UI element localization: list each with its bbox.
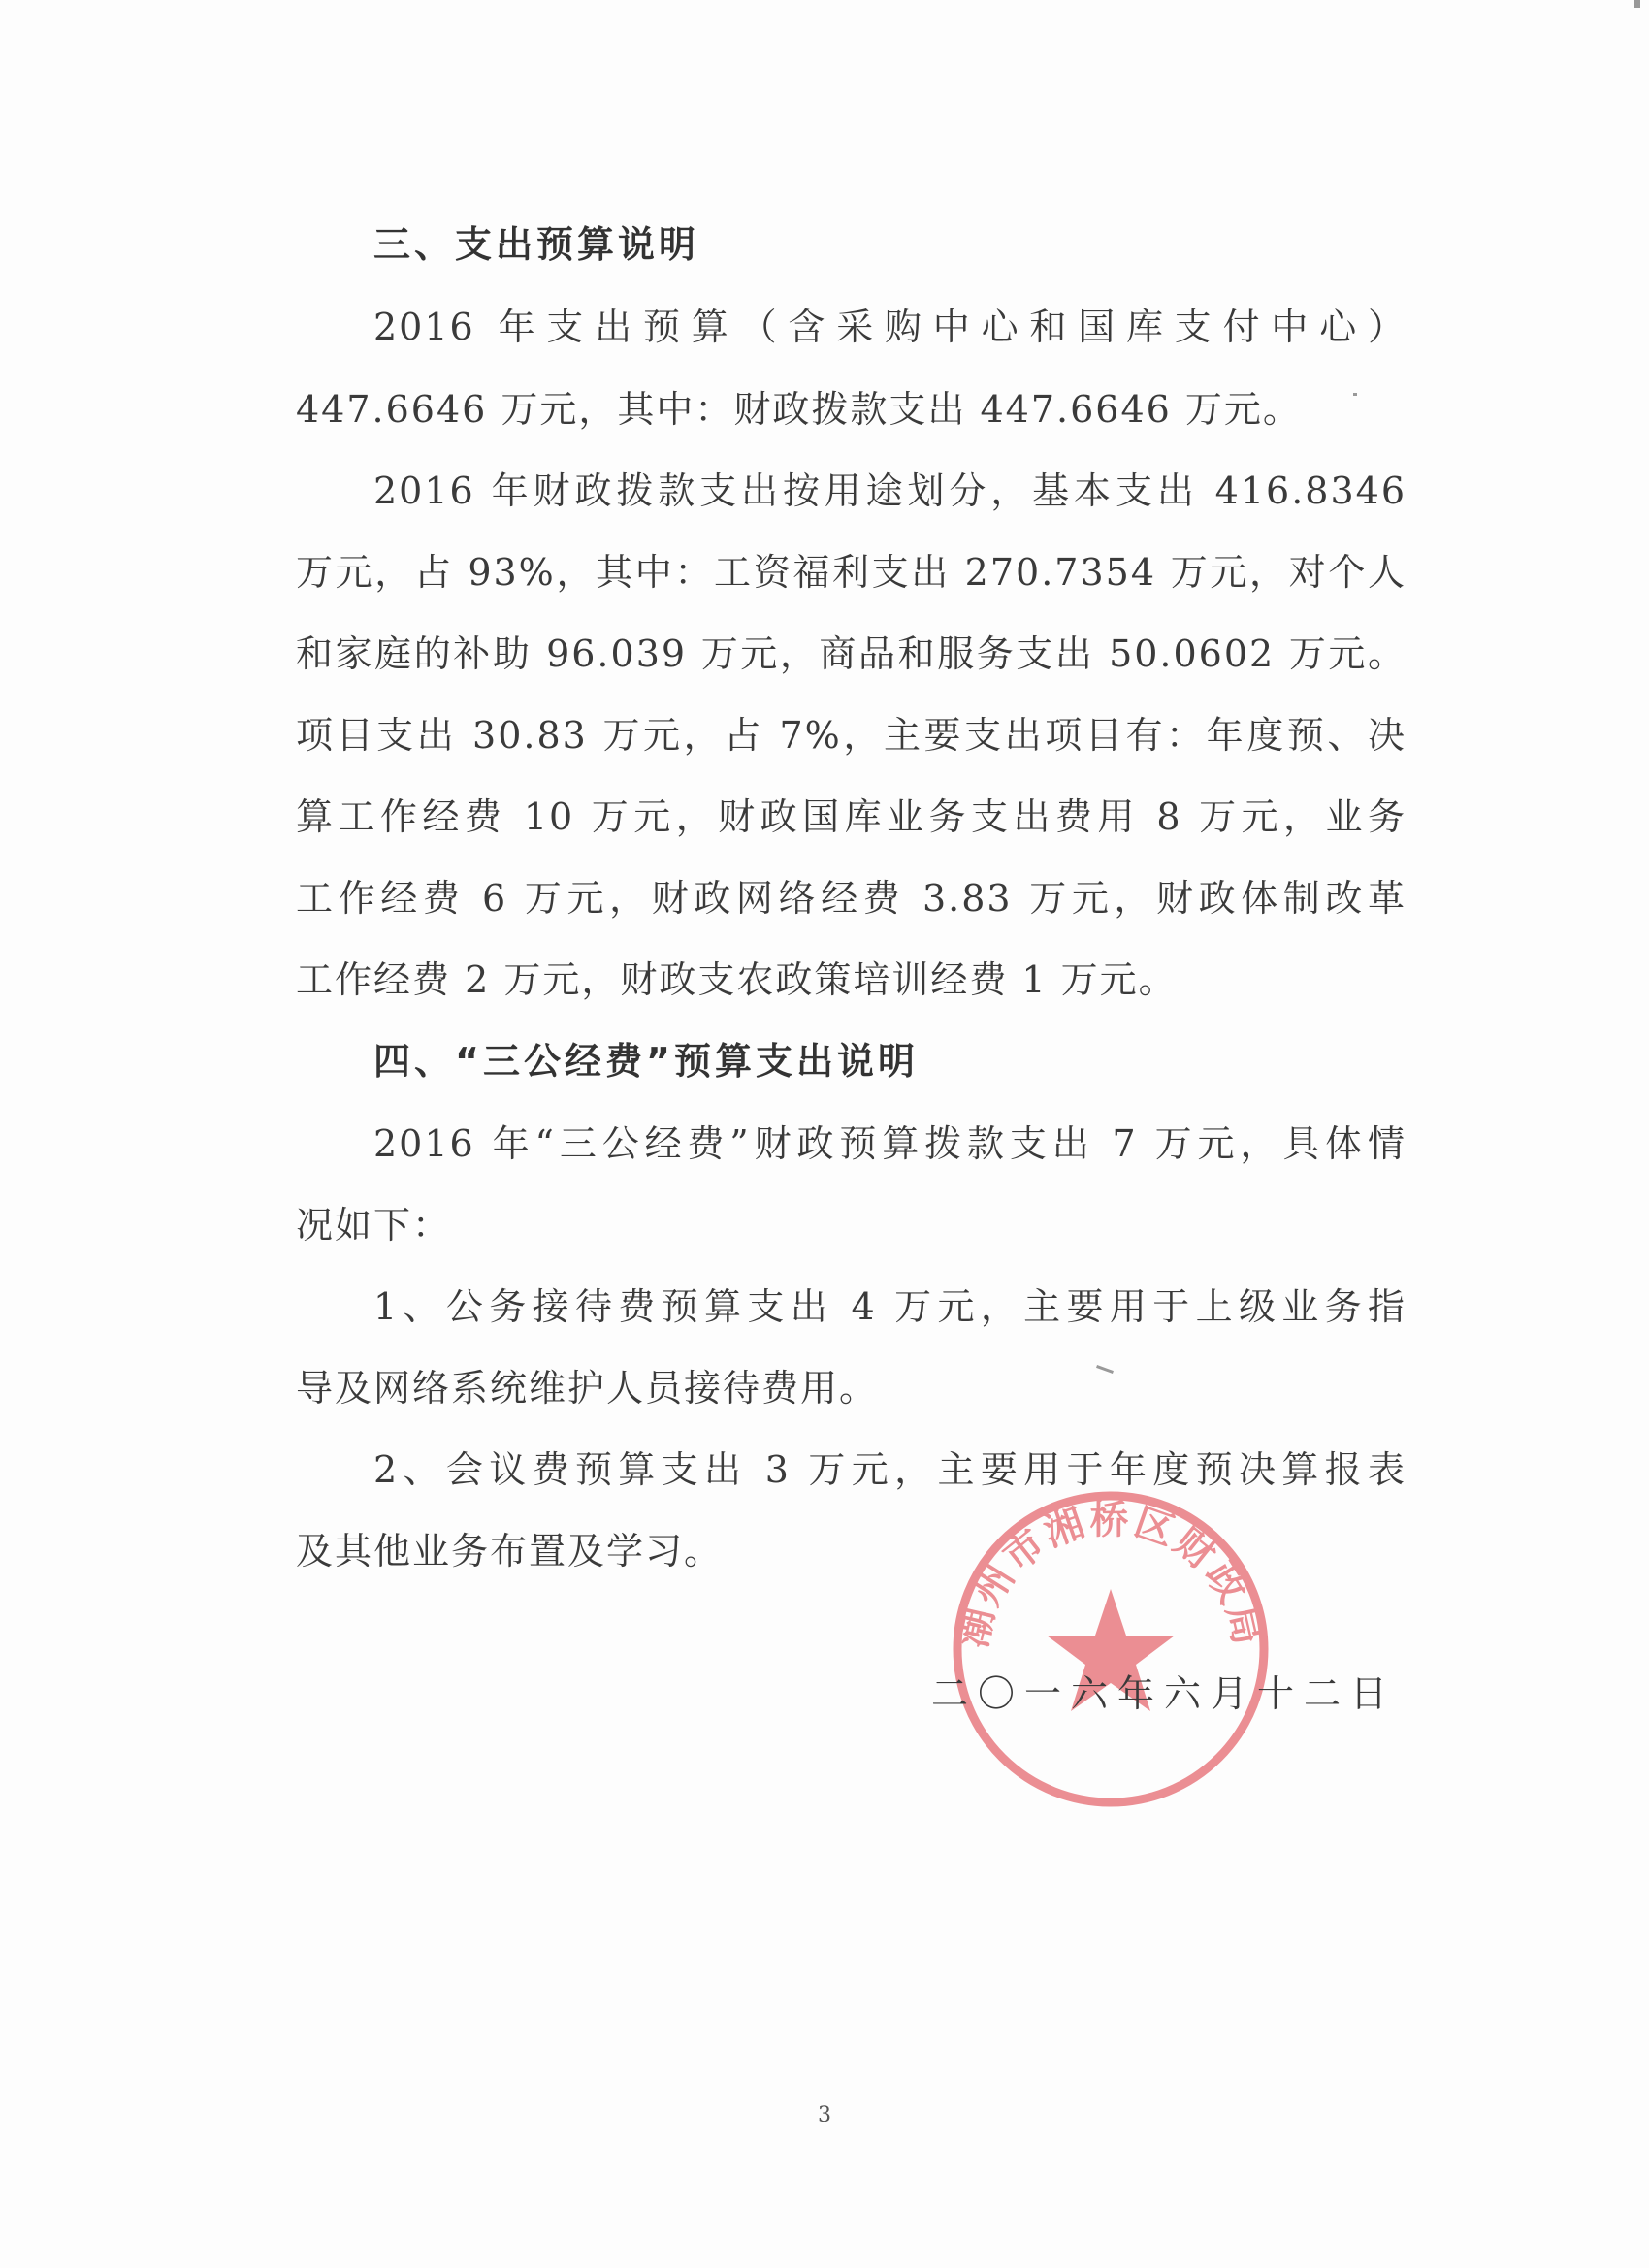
item-1-line-2: 导及网络系统维护人员接待费用。 [296, 1367, 879, 1409]
section-3-para-2-line-3: 和家庭的补助 96.039 万元，商品和服务支出 50.0602 万元。 [296, 632, 1406, 675]
page-number: 3 [818, 2103, 831, 2127]
document-date: 二〇一六年六月十二日 [931, 1672, 1398, 1715]
scan-speck [1634, 0, 1640, 8]
scan-speck [1353, 393, 1357, 396]
item-2-line-2: 及其他业务布置及学习。 [296, 1530, 724, 1572]
section-3-para-2-line-1: 2016 年财政拨款支出按用途划分，基本支出 416.8346 [373, 470, 1406, 512]
scan-speck [1096, 1365, 1114, 1374]
section-3-para-2-line-5: 算工作经费 10 万元，财政国库业务支出费用 8 万元，业务 [296, 795, 1406, 838]
section-3-para-1-line-1: 2016 年支出预算（含采购中心和国库支付中心） [373, 306, 1406, 348]
section-3-para-2-line-2: 万元，占 93%，其中：工资福利支出 270.7354 万元，对个人 [296, 551, 1406, 594]
section-4-heading: 四、“三公经费”预算支出说明 [373, 1040, 919, 1083]
official-seal [946, 1484, 1276, 1814]
section-3-heading: 三、支出预算说明 [373, 223, 700, 266]
item-2-line-1: 2、会议费预算支出 3 万元，主要用于年度预决算报表 [373, 1448, 1406, 1491]
section-3-para-2-line-6: 工作经费 6 万元，财政网络经费 3.83 万元，财政体制改革 [296, 877, 1406, 920]
section-4-para-1-line-1: 2016 年“三公经费”财政预算拨款支出 7 万元，具体情 [373, 1122, 1406, 1165]
section-3-para-2-line-7: 工作经费 2 万元，财政支农政策培训经费 1 万元。 [296, 958, 1178, 1001]
section-3-para-1-line-2: 447.6646 万元，其中：财政拨款支出 447.6646 万元。 [296, 388, 1302, 431]
section-4-para-1-line-2: 况如下： [296, 1204, 452, 1247]
seal-text: 潮州市湘桥区财政局 [951, 1498, 1271, 1652]
item-1-line-1: 1、公务接待费预算支出 4 万元，主要用于上级业务指 [373, 1285, 1406, 1328]
section-3-para-2-line-4: 项目支出 30.83 万元，占 7%，主要支出项目有：年度预、决 [296, 714, 1406, 757]
